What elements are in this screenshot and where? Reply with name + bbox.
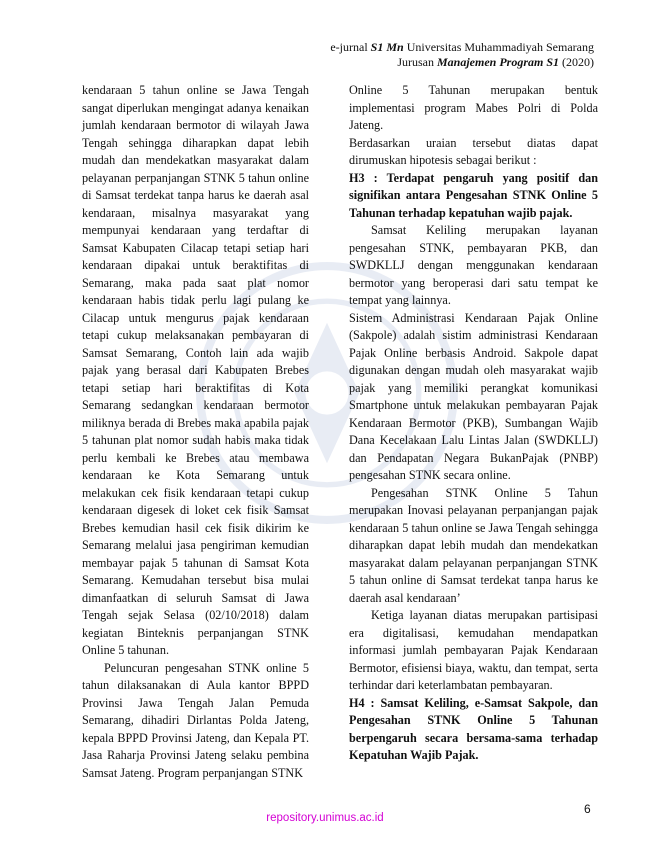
repository-footer: repository.unimus.ac.id [266,812,384,824]
header-department: Manajemen Program S1 [436,55,559,69]
body-paragraph: kendaraan 5 tahun online se Jawa Tengah sangat diperlukan mengingat adanya kenaikan jumlah kendaraan bermotor di wilayah Jawa Tengah sehingga diharapkan dapat lebih mudah dan mendekatkan masyarakat dalam pelayanan perpanjangan STNK 5 tahun online di Samsat terdekat tanpa harus ke daerah asal kendaraan, misalnya masyarakat yang mempunyai kendaraan yang terdaftar di Samsat Kabupaten Cilacap tetapi setiap hari kendaraan dipakai untuk beraktifitas di Semarang, maka pada saat plat nomor kendaraan habis tidak perlu lagi pulang ke Cilacap untuk mengurus pajak kendaraan tetapi cukup melaksanakan pembayaran di Samsat Semarang, Contoh lain ada wajib pajak yang berasal dari Kabupaten Brebes tetapi setiap hari beraktifitas di Kota Semarang sedangkan kendaraan bermotor miliknya berada di Brebes maka apabila pajak 5 tahunan plat nomor sudah habis maka tidak perlu kembali ke Brebes atau membawa kendaraan ke Kota Semarang untuk melakukan cek fisik kendaraan tetapi cukup kendaraan digesek di loket cek fisik Samsat Brebes kemudian hasil cek fisik dikirim ke Semarang melalui jasa pengiriman kemudian membayar pajak 5 tahunan di Samsat Kota Semarang. Kemudahan tersebut bisa mulai dimanfaatkan di seluruh Samsat di Jawa Tengah sejak Selasa (02/10/2018) dalam kegiatan Binteknis perpanjangan STNK Online 5 tahunan. [82,83,309,657]
body-paragraph: Peluncuran pengesahan STNK online 5 tahun dilaksanakan di Aula kantor BPPD Provinsi Jawa Tengah Jalan Pemuda Semarang, dihadiri Dirlantas Polda Jateng, kepala BPPD Provinsi Jateng, dan Kepala PT. Jasa Raharja Provinsi Jateng selaku pembina Samsat Jateng. Program perpanjangan STNK [82,660,309,780]
body-paragraph: Online 5 Tahunan merupakan bentuk implementasi program Mabes Polri di Polda Jateng. [349,83,598,132]
hypothesis-h3: H3 : Terdapat pengaruh yang positif dan signifikan antara Pengesahan STNK Online 5 Tahunan terhadap kepatuhan wajib pajak. [349,170,598,220]
header-program-code: S1 Mn [370,40,404,54]
left-column [82,82,309,782]
header-university: Universitas Muhammadiyah Semarang [403,40,594,54]
body-paragraph: Samsat Keliling merupakan layanan pengesahan STNK, pembayaran PKB, dan SWDKLLJ dengan menggunakan kendaraan bermotor yang beroperasi dari satu tempat ke tempat yang lainnya. [349,223,598,307]
body-paragraph: Ketiga layanan diatas merupakan partisipasi era digitalisasi, kemudahan mendapatkan informasi jumlah pembayaran Pajak Kendaraan Bermotor, efisiensi biaya, waktu, dan tempat, serta terhindar dari keterlambatan pembayaran. [349,608,598,692]
body-paragraph: Sistem Administrasi Kendaraan Pajak Online (Sakpole) adalah sistim administrasi Kendaraan Pajak Online berbasis Android. Sakpole dapat digunakan dengan mudah oleh masyarakat wajib pajak yang memiliki perangkat komunikasi Smartphone untuk melakukan pembayaran Pajak Kendaraan Bermotor (PKB), Sumbangan Wajib Dana Kecelakaan Lalu Lintas Jalan (SWDKLLJ) dan Pendapatan Negara BukanPajak (PNBP) pengesahan STNK secara online. [349,310,598,482]
hypothesis-h4: H4 : Samsat Keliling, e-Samsat Sakpole, dan Pengesahan STNK Online 5 Tahunan berpengaruh secara bersama-sama terhadap Kepatuhan Wajib Pajak. [349,695,598,762]
header-prefix: e-jurnal [330,40,371,54]
body-paragraph: Berdasarkan uraian tersebut diatas dapat dirumuskan hipotesis sebagai berikut : [349,135,598,167]
header-year: (2020) [559,55,594,69]
header-line-1 [330,40,594,55]
right-column [349,82,598,765]
journal-header [330,40,594,70]
header-dept-prefix: Jurusan [397,55,437,69]
body-paragraph: Pengesahan STNK Online 5 Tahun merupakan Inovasi pelayanan perpanjangan pajak kendaraan 5 tahun online se Jawa Tengah sehingga diharapkan dapat lebih mudah dan mendekatkan masyarakat dalam pelayanan perpanjangan STNK 5 tahun online di Samsat terdekat tanpa harus ke daerah asal kendaraan’ [349,485,598,605]
page-number: 6 [584,802,591,816]
header-line-2 [330,55,594,70]
